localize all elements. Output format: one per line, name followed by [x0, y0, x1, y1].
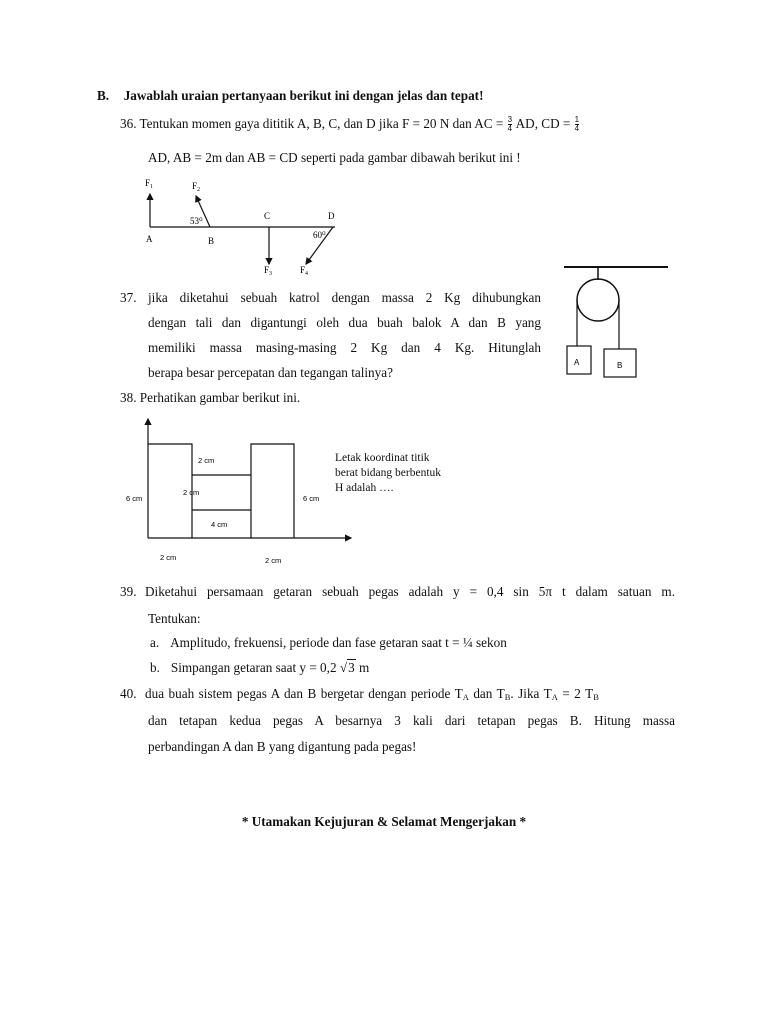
right-column	[251, 444, 294, 538]
label-f4: $F_4$	[300, 265, 309, 277]
question-39-item-a: a. Amplitudo, frekuensi, periode dan fase getaran saat t = ¼ sekon	[150, 635, 507, 650]
square-root: √3	[339, 660, 355, 675]
h-shape-caption: Letak koordinat titik berat bidang berbentuk H adalah ….	[335, 452, 442, 494]
question-37-number: 37.	[120, 290, 137, 305]
question-39-line1: Diketahui persamaan getaran sebuah pegas adalah y = 0,4 sin 5π t dalam satuan m.	[145, 584, 675, 599]
section-header	[97, 88, 483, 104]
question-40-line1: dua buah sistem pegas A dan B bergetar dengan periode $T_A$ dan $T_B$. Jika $T_A = 2$ $T_B$	[145, 686, 599, 702]
question-40-line2: dan tetapan kedua pegas A besarnya 3 kali dari tetapan pegas B. Hitung massa	[148, 713, 675, 728]
pulley-wheel	[577, 279, 619, 321]
left-height-label: 6 cm	[126, 494, 143, 503]
question-number: 38.	[120, 390, 137, 405]
question-37-line1: jika diketahui sebuah katrol dengan massa 2 Kg dihubungkan	[148, 290, 541, 305]
question-36-line1	[120, 116, 580, 133]
left-width-label: 2 cm	[160, 553, 177, 562]
fraction-3-4: $\frac{3}{4}$	[507, 115, 513, 134]
force-beam-diagram	[130, 172, 360, 282]
point-c-label: C	[264, 211, 271, 221]
question-40-line3: perbandingan A dan B yang digantung pada pegas!	[148, 739, 417, 754]
question-39-item-b: b. Simpangan getaran saat y = 0,2 √3 m	[150, 660, 370, 675]
fraction-1-4: $\frac{1}{4}$	[574, 115, 580, 134]
section-title: Jawablah uraian pertanyaan berikut ini dengan jelas dan tepat!	[123, 88, 484, 103]
block-a-label: A	[574, 358, 580, 367]
right-width-label: 2 cm	[265, 556, 282, 565]
pulley-diagram	[558, 260, 673, 380]
question-text: Perhatikan gambar berikut ini.	[139, 390, 301, 405]
right-height-label: 6 cm	[303, 494, 320, 503]
question-36-line2: AD, AB = 2m dan AB = CD seperti pada gambar dibawah berikut ini !	[148, 150, 521, 165]
label-f3: $F_3$	[264, 265, 273, 277]
question-37-line4: berapa besar percepatan dan tegangan talinya?	[148, 365, 393, 380]
point-d-label: D	[328, 211, 335, 221]
question-37-line2: dengan tali dan digantungi oleh dua buah balok A dan B yang	[148, 315, 541, 330]
question-38-line	[120, 390, 300, 406]
question-40-number: 40.	[120, 686, 137, 701]
angle-d-label: 60⁰	[313, 230, 326, 240]
question-37-line3: memiliki massa masing-masing 2 Kg dan 4 Kg. Hitunglah	[148, 340, 541, 355]
angle-b-label: 53⁰	[190, 216, 203, 226]
h-shape-diagram	[115, 412, 365, 567]
closing-message: * Utamakan Kejujuran & Selamat Mengerjakan *	[241, 814, 527, 829]
bottom-width-label: 4 cm	[211, 520, 228, 529]
question-text: AD, CD =	[515, 116, 571, 131]
block-b-label: B	[617, 361, 623, 370]
label-f1: $F_1$	[145, 178, 154, 190]
question-39-prompt: Tentukan:	[148, 611, 201, 626]
point-a-label: A	[146, 234, 153, 244]
question-text: Tentukan momen gaya dititik A, B, C, dan D jika F = 20 N dan AC =	[139, 116, 504, 131]
middle-gap-label: 2 cm	[183, 488, 200, 497]
question-number: 36.	[120, 116, 137, 131]
label-f2: $F_2$	[192, 181, 201, 193]
top-gap-label: 2 cm	[198, 456, 215, 465]
point-b-label: B	[208, 236, 215, 246]
section-letter: B.	[97, 88, 110, 103]
question-39-number: 39.	[120, 584, 137, 599]
